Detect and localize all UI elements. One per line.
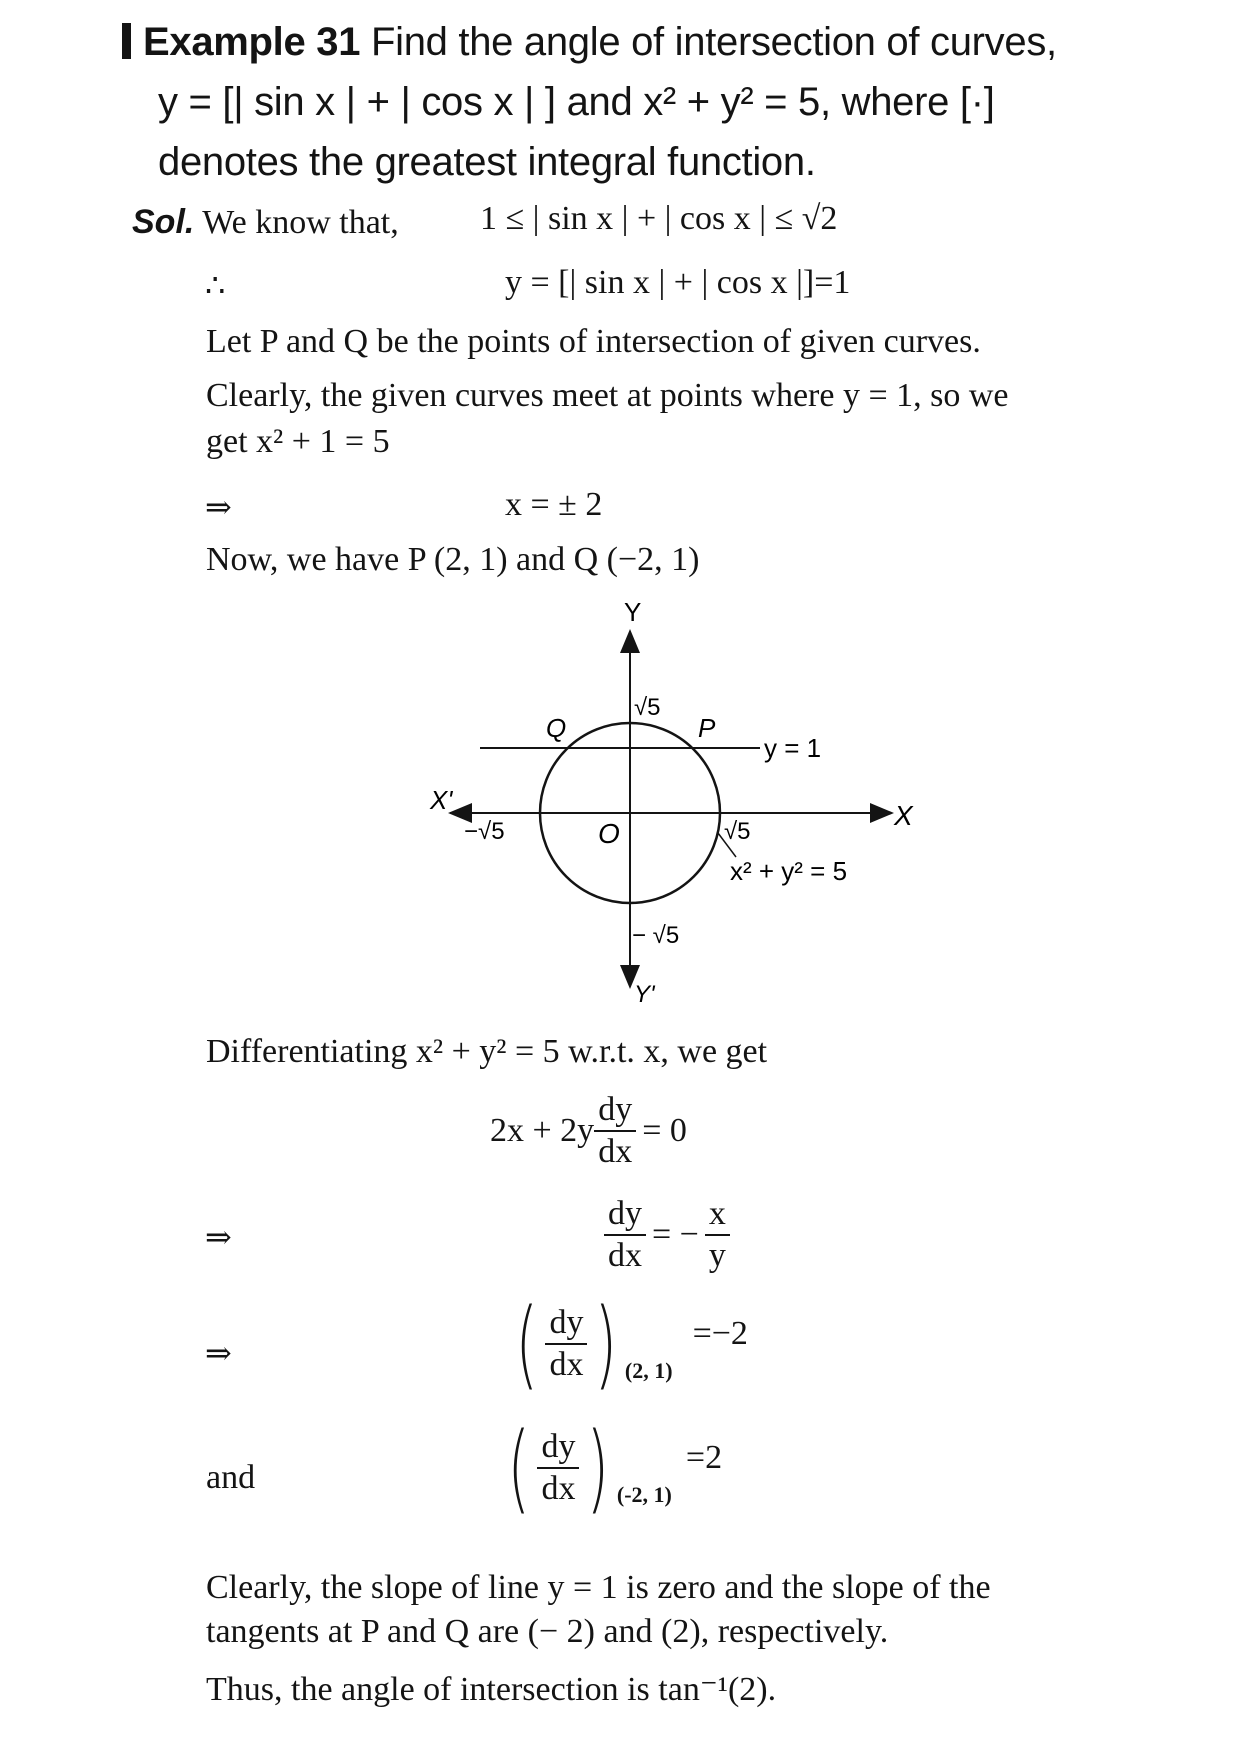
dy-dx-fraction-4 (537, 1427, 579, 1509)
x-solution: x = ± 2 (505, 486, 603, 523)
line-label: y = 1 (764, 733, 822, 763)
example-prompt: Find the angle of intersection of curves, (370, 20, 1057, 64)
point-p-label: P (698, 713, 716, 743)
derivative-equation-1 (490, 1090, 687, 1172)
x-neg-label: X' (430, 785, 453, 815)
right-intercept-label: √5 (724, 818, 751, 845)
conclusion-line-2: tangents at P and Q are (− 2) and (2), respectively. (206, 1613, 889, 1650)
equation-circle: x² + y² = 5, (643, 80, 831, 124)
where-text: where [·] (841, 80, 995, 124)
x-over-y-fraction (705, 1194, 730, 1276)
inequality: 1 ≤ | sin x | + | cos x | ≤ √2 (480, 200, 838, 237)
dx-denominator: dx (549, 1346, 584, 1383)
slope-at-q (500, 1412, 723, 1524)
y-equals-one: y = [| sin x | + | cos x |]=1 (505, 264, 851, 301)
deriv2-equals: = − (652, 1216, 699, 1253)
origin-label: O (598, 818, 620, 849)
dy-dx-fraction-2 (604, 1194, 646, 1276)
y-neg-label: Y' (634, 981, 655, 1008)
example-heading: Example 31 (143, 20, 361, 64)
implies-symbol-1: ⇒ (205, 489, 232, 525)
dy-dx-fraction-1 (594, 1090, 636, 1172)
implies-symbol-2: ⇒ (205, 1219, 232, 1255)
and-word: and (566, 80, 633, 124)
equation-curve: y = [| sin x | + | cos x | ] (158, 80, 556, 124)
dy-numerator: dy (545, 1303, 587, 1345)
right-paren: ) (594, 1288, 618, 1400)
left-paren: ( (507, 1412, 530, 1524)
dy-dx-fraction-3 (545, 1303, 587, 1385)
circle-label: x² + y² = 5 (730, 856, 848, 886)
example-line-2 (158, 72, 995, 132)
points-line: Now, we have P (2, 1) and Q (−2, 1) (206, 541, 700, 578)
therefore-symbol: ∴ (205, 267, 226, 303)
dx-denominator: dx (598, 1133, 633, 1170)
x-numerator: x (705, 1194, 730, 1236)
conclusion-line-1: Clearly, the slope of line y = 1 is zero and the slope of the (206, 1569, 991, 1606)
circle-figure (420, 595, 940, 1015)
slope-q-value: =2 (685, 1439, 723, 1476)
example-line-1 (122, 12, 1057, 72)
top-intercept-label: √5 (634, 694, 661, 721)
slope-at-p-expression (508, 1288, 673, 1400)
deriv1-rhs: = 0 (642, 1112, 687, 1149)
differentiating-line: Differentiating x² + y² = 5 w.r.t. x, we get (206, 1033, 768, 1070)
example-line-3: denotes the greatest integral function. (158, 140, 816, 184)
clearly-line: Clearly, the given curves meet at points where y = 1, so we (206, 377, 1009, 414)
left-paren: ( (515, 1288, 538, 1400)
point-p-subscript: (2, 1) (624, 1358, 673, 1383)
left-intercept-label: −√5 (464, 818, 505, 845)
dy-numerator: dy (537, 1427, 579, 1469)
point-q-label: Q (546, 713, 567, 743)
solution-line-1 (132, 200, 399, 245)
right-paren: ) (586, 1412, 610, 1524)
slope-at-q-expression (500, 1412, 672, 1524)
derivative-equation-2 (604, 1194, 730, 1276)
dx-denominator: dx (608, 1237, 642, 1274)
x-axis-label: X (894, 800, 913, 831)
bottom-intercept-label: − √5 (632, 922, 680, 949)
solution-label: Sol. (132, 203, 195, 241)
dy-numerator: dy (604, 1194, 646, 1236)
y-axis-label: Y (624, 597, 642, 627)
dy-numerator: dy (594, 1090, 636, 1132)
intro-text: We know that, (202, 204, 399, 241)
dx-denominator: dx (541, 1470, 576, 1507)
get-line: get x² + 1 = 5 (206, 423, 390, 460)
section-bar (122, 23, 131, 59)
implies-symbol-3: ⇒ (205, 1335, 232, 1371)
let-line: Let P and Q be the points of intersection of given curves. (206, 323, 981, 360)
deriv1-lhs: 2x + 2y (490, 1112, 595, 1149)
and-label: and (206, 1459, 256, 1496)
slope-p-value: =−2 (692, 1315, 748, 1352)
slope-at-p (508, 1288, 748, 1400)
y-denominator: y (708, 1237, 726, 1274)
point-q-subscript: (-2, 1) (616, 1482, 672, 1507)
final-answer-line: Thus, the angle of intersection is tan⁻¹(2). (206, 1671, 777, 1708)
